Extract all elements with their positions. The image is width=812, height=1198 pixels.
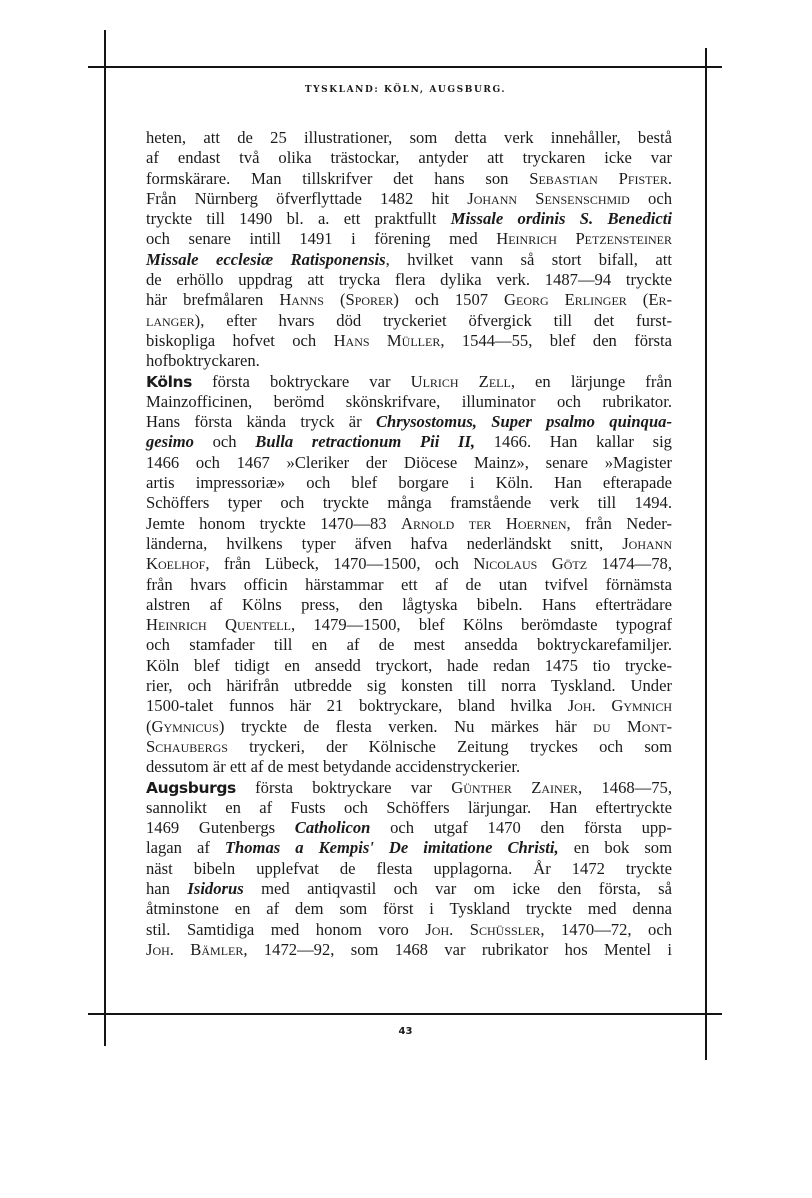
text-run: tryckeri, der Kölnische Zeitung tryckes och som bbox=[227, 736, 672, 756]
text-run: 1469 Gutenbergs bbox=[146, 818, 295, 838]
text-line bbox=[146, 432, 672, 452]
text-run: rier, och härifrån utbredde sig konsten till norra Tyskland. Under bbox=[146, 676, 672, 696]
text-run: dessutom är ett af de mest betydande accidenstryckerier. bbox=[146, 757, 521, 777]
text-line bbox=[146, 128, 672, 148]
name-small-caps: Sporer bbox=[345, 290, 394, 310]
text-run: 1500-talet funnos här 21 boktryckare, bland hvilka bbox=[146, 696, 568, 716]
text-line bbox=[146, 209, 672, 229]
text-run: heten, att de 25 illustrationer, som detta verk innehåller, bestå bbox=[146, 128, 672, 147]
text-run: Mainzofficinen, berömd skönskrifvare, illuminator och rubrikator. bbox=[146, 391, 672, 411]
text-run: af endast två olika trästockar, antyder att tryckaren icke var bbox=[146, 148, 672, 168]
text-line bbox=[146, 311, 672, 331]
name-small-caps: Joh. Gymnich bbox=[567, 696, 672, 716]
text-line bbox=[146, 169, 672, 189]
name-small-caps: Koelhof bbox=[146, 554, 206, 574]
text-run: , en lärjunge från bbox=[510, 371, 673, 391]
text-run: första boktryckare var bbox=[191, 371, 411, 391]
text-run: lagan af bbox=[146, 838, 225, 858]
text-run: 1466 och 1467 »Cleriker der Diöcese Mainz», senare »Magister bbox=[146, 452, 672, 472]
name-small-caps: Hanns bbox=[279, 290, 324, 310]
text-line bbox=[146, 899, 672, 919]
text-run: ( bbox=[626, 290, 649, 310]
text-run: 1474—78, bbox=[587, 554, 672, 574]
text-run: Schöffers typer och tryckte många framstående verk till 1494. bbox=[146, 493, 672, 513]
text-run: artis impressoriæ» och blef borgare i Köln. Han efterapade bbox=[146, 473, 672, 493]
text-run: formskärare. Man tillskrifver det hans son bbox=[146, 168, 530, 188]
text-run: , 1472—92, som 1468 var rubrikator hos Mentel i bbox=[243, 939, 672, 959]
name-small-caps: Ulrich Zell bbox=[410, 371, 511, 391]
text-line bbox=[146, 493, 672, 513]
text-line bbox=[146, 798, 672, 818]
text-line bbox=[146, 534, 672, 554]
text-line bbox=[146, 818, 672, 838]
text-run: och stamfader till en af de mest ansedda boktryckarefamiljer. bbox=[146, 635, 672, 655]
text-run: biskopliga hofvet och bbox=[146, 330, 334, 350]
text-line bbox=[146, 940, 672, 960]
title-italic: Missale ecclesiæ Ratisponensis bbox=[146, 249, 386, 269]
text-line bbox=[146, 859, 672, 879]
name-small-caps: Heinrich Quentell bbox=[146, 615, 291, 635]
body-text bbox=[146, 128, 672, 960]
text-run: första boktryckare var bbox=[235, 777, 452, 797]
text-run: och utgaf 1470 den första upp- bbox=[370, 818, 672, 838]
text-line bbox=[146, 554, 672, 574]
name-small-caps: Sebastian Pfister bbox=[529, 168, 668, 188]
text-line bbox=[146, 615, 672, 635]
text-line bbox=[146, 189, 672, 209]
text-run: alstren af Kölns press, den lågtyska bibeln. Hans efterträdare bbox=[146, 594, 672, 614]
text-run: , från Lübeck, 1470—1500, och bbox=[205, 554, 474, 574]
text-run: sannolikt en af Fusts och Schöffers lärjungar. Han eftertryckte bbox=[146, 797, 672, 817]
name-small-caps: Johann bbox=[622, 533, 672, 553]
title-italic: Chrysostomus, Super psalmo quinqua- bbox=[375, 412, 672, 432]
text-run: . bbox=[667, 168, 672, 188]
text-run: ) tryckte de flesta verken. Nu märkes här bbox=[218, 716, 594, 736]
text-run: Hans första kända tryck är bbox=[146, 412, 376, 432]
title-italic: Catholicon bbox=[294, 818, 371, 838]
text-run: , 1468—75, bbox=[578, 777, 673, 797]
top-rule bbox=[88, 66, 722, 68]
text-line bbox=[146, 575, 672, 595]
text-line bbox=[146, 270, 672, 290]
text-run: en bok som bbox=[558, 838, 672, 858]
text-run: ( bbox=[146, 716, 152, 736]
text-run: ), efter hvars död tryckeriet öfvergick till det furst- bbox=[194, 310, 672, 330]
name-small-caps: Günther Zainer bbox=[451, 777, 579, 797]
text-line bbox=[146, 778, 672, 798]
text-run: , hvilket vann så stort bifall, att bbox=[385, 249, 672, 269]
city-heading: Augsburgs bbox=[146, 778, 236, 797]
text-run: och senare intill 1491 i förening med bbox=[146, 229, 497, 249]
text-run: ( bbox=[323, 290, 346, 310]
text-line bbox=[146, 148, 672, 168]
text-line bbox=[146, 290, 672, 310]
name-small-caps: du Mont- bbox=[593, 716, 672, 736]
text-run: med antiqvastil och var om icke den första, så bbox=[243, 878, 672, 898]
text-run: länderna, hvilkens typer äfven hafva nederländskt snitt, bbox=[146, 533, 623, 553]
text-line bbox=[146, 879, 672, 899]
text-line bbox=[146, 838, 672, 858]
text-run: Jemte honom tryckte 1470—83 bbox=[146, 513, 402, 533]
text-line bbox=[146, 676, 672, 696]
name-small-caps: Georg Erlinger bbox=[504, 290, 627, 310]
title-italic: Missale ordinis S. Benedicti bbox=[450, 209, 672, 229]
name-small-caps: Heinrich Petzensteiner bbox=[496, 229, 672, 249]
text-run: de erhöllo uppdrag att trycka flera dylika verk. 1487—94 tryckte bbox=[146, 270, 672, 290]
text-run: , 1470—72, och bbox=[540, 919, 672, 939]
text-run: åtminstone en af dem som först i Tyskland tryckte med denna bbox=[146, 899, 672, 919]
name-small-caps: Schaubergs bbox=[146, 736, 228, 756]
text-line bbox=[146, 351, 672, 371]
text-line bbox=[146, 696, 672, 716]
paragraph bbox=[146, 778, 672, 961]
text-line bbox=[146, 412, 672, 432]
name-small-caps: Joh. Schüssler bbox=[425, 919, 541, 939]
left-rule bbox=[104, 30, 106, 1046]
text-line bbox=[146, 229, 672, 249]
text-run: 1466. Han kallar sig bbox=[475, 432, 672, 452]
text-line bbox=[146, 656, 672, 676]
paragraph bbox=[146, 128, 672, 372]
text-run: , från Neder- bbox=[566, 513, 673, 533]
text-run: här brefmålaren bbox=[146, 290, 280, 310]
text-line bbox=[146, 920, 672, 940]
text-run: näst bibeln upplefvat de flesta upplagorna. År 1472 tryckte bbox=[146, 858, 672, 878]
text-line bbox=[146, 453, 672, 473]
text-run: och bbox=[193, 432, 256, 452]
text-line bbox=[146, 595, 672, 615]
text-line bbox=[146, 757, 672, 777]
name-small-caps: Joh. Bämler bbox=[146, 939, 244, 959]
text-run: från hvars officin härstammar ett af de utan tvifvel förnämsta bbox=[146, 574, 672, 594]
name-small-caps: Hans Müller bbox=[333, 330, 441, 350]
text-line bbox=[146, 717, 672, 737]
text-run: , 1479—1500, blef Kölns berömdaste typograf bbox=[290, 615, 673, 635]
title-italic: Bulla retractionum Pii II, bbox=[255, 432, 476, 452]
bottom-rule bbox=[88, 1013, 722, 1015]
text-line bbox=[146, 372, 672, 392]
name-small-caps: Nicolaus Götz bbox=[473, 554, 588, 574]
name-small-caps: langer bbox=[146, 310, 195, 330]
text-line bbox=[146, 514, 672, 534]
text-line bbox=[146, 635, 672, 655]
text-line bbox=[146, 737, 672, 757]
name-small-caps: Arnold ter Hoernen bbox=[401, 513, 567, 533]
city-heading: Kölns bbox=[146, 372, 192, 391]
text-run: tryckte till 1490 bl. a. ett praktfullt bbox=[146, 209, 451, 229]
text-line bbox=[146, 473, 672, 493]
name-small-caps: Gymnicus bbox=[151, 716, 219, 736]
paragraph bbox=[146, 372, 672, 778]
name-small-caps: Johann Sensenschmid bbox=[467, 188, 630, 208]
page-number: 43 bbox=[398, 1026, 413, 1037]
text-line bbox=[146, 331, 672, 351]
text-line bbox=[146, 392, 672, 412]
text-run: , 1544—55, blef den första bbox=[440, 330, 672, 350]
text-run: Köln blef tidigt en ansedd tryckort, hade redan 1475 tio trycke- bbox=[146, 655, 672, 675]
text-run: stil. Samtidiga med honom voro bbox=[146, 919, 426, 939]
text-run: och bbox=[629, 188, 673, 208]
running-head: TYSKLAND: KÖLN, AUGSBURG. bbox=[304, 85, 507, 95]
name-small-caps: Er- bbox=[648, 290, 672, 310]
right-rule bbox=[705, 48, 707, 1060]
text-run: hofboktryckaren. bbox=[146, 351, 260, 371]
text-run: Från Nürnberg öfverflyttade 1482 hit bbox=[146, 188, 468, 208]
text-run: ) och 1507 bbox=[393, 290, 505, 310]
title-italic: Isidorus bbox=[187, 878, 244, 898]
text-line bbox=[146, 250, 672, 270]
text-run: han bbox=[146, 878, 188, 898]
title-italic: Thomas a Kempis' De imitatione Christi, bbox=[224, 838, 559, 858]
title-italic: gesimo bbox=[146, 432, 194, 452]
